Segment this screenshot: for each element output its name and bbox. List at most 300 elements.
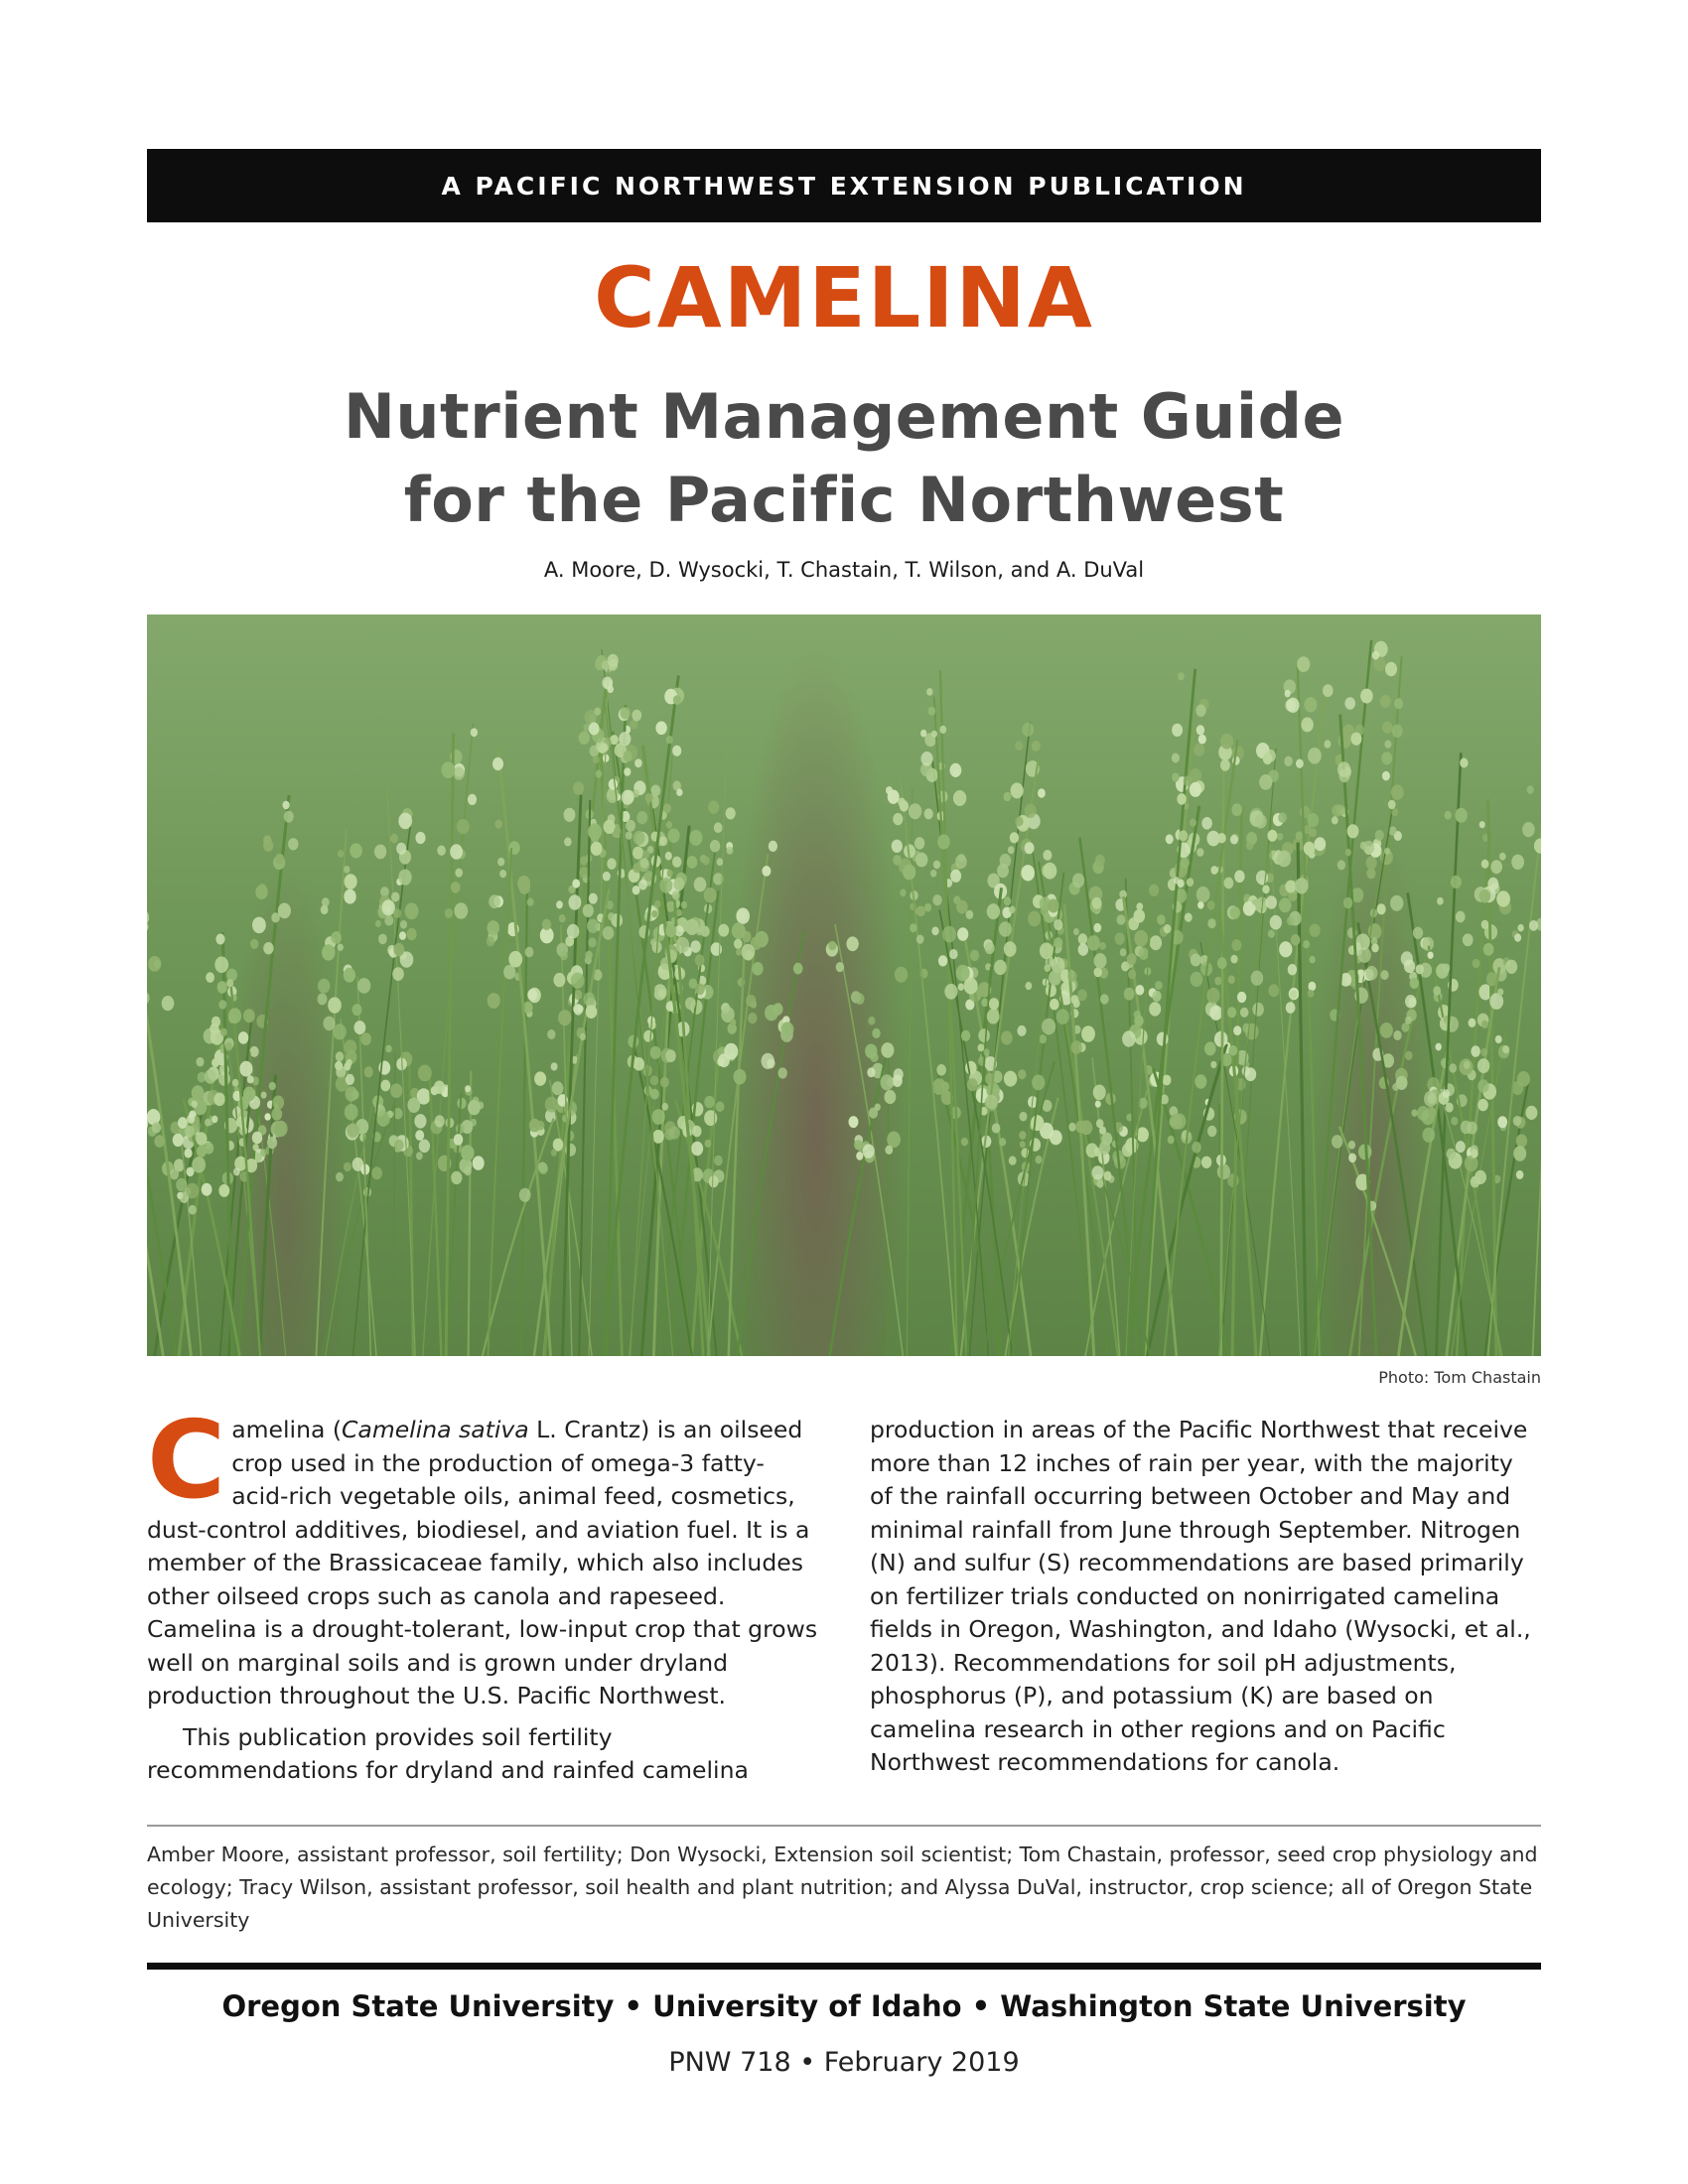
seed-pod [1304,842,1316,856]
seed-pod [267,1137,277,1149]
seed-pod [1268,984,1279,997]
seed-pod [1343,897,1352,908]
seed-pod [1279,941,1292,957]
seed-pod [488,993,500,1009]
seed-pod [1009,1156,1017,1164]
seed-pod [437,846,446,856]
seed-pod [1136,985,1145,996]
seed-pod [1196,848,1203,857]
seed-pod [416,1152,423,1160]
seed-pod [1303,940,1310,948]
plant-stem [1340,715,1376,1356]
seed-pod [1101,1133,1112,1146]
seed-pod [964,978,978,995]
seed-pod [589,723,600,736]
seed-pod [1237,992,1246,1003]
seed-pod [1096,1119,1104,1128]
seed-pod [1467,1122,1477,1135]
seed-pod [710,840,720,852]
seed-pod [892,840,903,853]
seed-pod [1124,988,1135,1001]
seed-pod [1010,832,1019,843]
seed-pod [1389,826,1397,835]
seed-pod [624,767,631,776]
seed-pod [734,1069,747,1085]
seed-pod [1534,839,1541,854]
seed-pod [398,813,412,830]
seed-pod [186,1183,199,1199]
seed-pod [1020,1141,1026,1148]
seed-pod [695,954,705,966]
seed-pod [1471,1176,1480,1188]
seed-pod [154,1135,164,1148]
seed-pod [1233,1025,1241,1035]
seed-pod [1172,724,1183,737]
seed-pod [407,1098,420,1113]
seed-pod [1117,914,1126,925]
seed-pod [1490,860,1502,874]
seed-pod [560,951,568,961]
seed-pod [1410,978,1419,989]
seed-pod [1149,885,1159,896]
seed-pod [666,736,673,744]
seed-pod [1172,772,1180,781]
seed-pod [250,1046,259,1057]
seed-pod [352,1090,359,1100]
seed-pod [519,1188,531,1202]
seed-pod [1380,970,1388,980]
seed-pod [400,920,407,929]
seed-pod [1134,930,1148,947]
seed-pod [206,972,214,983]
seed-pod [1157,914,1166,924]
seed-pod [1481,860,1489,869]
seed-pod [836,962,844,972]
seed-pod [1391,808,1398,816]
seed-pod [640,858,649,868]
seed-pod [609,779,618,790]
seed-pod [872,1028,880,1038]
seed-pod [987,903,1000,919]
seed-pod [1078,943,1088,955]
seed-pod [1004,941,1017,956]
seed-pod [1168,1136,1175,1144]
seed-pod [916,906,925,917]
seed-pod [601,743,609,751]
seed-pod [1384,848,1390,855]
seed-pod [1220,734,1233,750]
seed-pod [225,1042,233,1051]
seed-pod [665,852,672,861]
footer-divider [147,1963,1541,1970]
seed-pod [642,850,649,859]
seed-pod [603,926,615,940]
seed-pod [1447,1149,1456,1160]
seed-pod [690,940,700,953]
seed-pod [258,884,267,894]
seed-pod [1456,911,1466,923]
seed-pod [217,981,227,993]
seed-pod [455,869,463,878]
seed-pod [1231,939,1241,951]
seed-pod [338,944,344,951]
seed-pod [1411,1109,1417,1116]
seed-pod [1309,956,1315,964]
seed-pod [868,1017,875,1025]
seed-pod [1405,1017,1412,1024]
seed-pod [608,814,616,823]
seed-pod [1100,994,1109,1004]
seed-pod [588,937,596,947]
seed-pod [252,1132,262,1145]
seed-pod [659,878,672,893]
seed-pod [1073,928,1079,935]
seed-pod [1413,927,1423,939]
seed-pod [393,908,401,918]
seed-pod [252,917,266,934]
seed-pod [323,1017,335,1031]
seed-pod [1230,906,1240,919]
seed-pod [1054,937,1062,948]
seed-pod [220,1028,227,1036]
seed-pod [1297,656,1310,672]
seed-pod [147,922,149,931]
seed-pod [1252,1003,1264,1017]
page-subtitle [147,375,1541,542]
seed-pod [626,831,633,839]
seed-pod [1497,989,1503,996]
seed-pod [345,874,357,889]
seed-pod [1268,930,1275,938]
seed-pod [602,677,613,690]
seed-pod [1505,960,1517,974]
seed-pod [391,892,399,902]
seed-pod [652,1109,665,1125]
seed-pod [1267,830,1277,842]
seed-pod [1487,878,1498,890]
seed-pod [1196,725,1204,735]
seed-pod [347,1123,358,1138]
seed-pod [226,969,237,982]
seed-pod [571,973,585,989]
seed-pod [390,1083,402,1098]
seed-pod [1516,1134,1527,1148]
seed-pod [1502,1045,1509,1053]
seed-pod [608,912,615,920]
seed-pod [736,949,742,956]
seed-pod [650,1075,658,1085]
seed-pod [953,790,966,806]
seed-pod [253,1144,259,1151]
seed-pod [1187,878,1194,887]
seed-pod [382,899,395,915]
seed-pod [1214,977,1221,986]
seed-pod [999,921,1012,937]
seed-pod [1128,970,1136,980]
seed-pod [633,847,643,860]
seed-pod [1092,1165,1104,1179]
seed-pod [567,924,579,939]
seed-pod [1394,698,1403,709]
seed-pod [983,1048,989,1055]
seed-pod [1198,735,1206,745]
seed-pod [828,941,836,951]
seed-pod [1286,1002,1296,1014]
seed-pod [999,1138,1006,1146]
seed-pod [1437,897,1444,905]
seed-pod [1404,960,1415,974]
seed-pod [238,1031,248,1044]
seed-pod [751,1001,758,1009]
seed-pod [1194,744,1204,756]
camelina-plants-illustration [147,614,1541,1356]
seed-pod [885,1146,893,1155]
seed-pod [1443,1089,1450,1098]
seed-pod [398,870,411,886]
seed-pod [636,811,647,824]
seed-pod [1365,966,1377,981]
seed-pod [399,931,406,940]
seed-pod [574,1004,583,1015]
seed-pod [1009,906,1015,914]
seed-pod [937,834,950,849]
seed-pod [274,1121,288,1137]
seed-pod [1290,990,1298,999]
seed-pod [1287,698,1300,713]
plant-stem [606,705,626,1356]
seed-pod [322,944,336,960]
seed-pod [1163,1075,1172,1086]
seed-pod [1337,761,1350,777]
seed-pod [1032,741,1041,751]
seed-pod [916,935,924,944]
seed-pod [1428,1106,1435,1115]
seed-pod [949,949,958,959]
seed-pod [1469,1019,1477,1027]
seed-pod [650,938,656,945]
seed-pod [1277,851,1291,868]
seed-pod [247,1075,254,1083]
seed-pod [346,1074,354,1085]
seed-pod [1464,1061,1471,1069]
seed-pod [573,781,584,794]
seed-pod [1360,689,1373,704]
seed-pod [704,1096,714,1109]
seed-pod [1067,971,1076,982]
seed-pod [352,1158,364,1171]
seed-pod [1054,919,1062,930]
seed-pod [250,939,258,949]
seed-pod [1529,920,1538,931]
seed-pod [534,1071,546,1085]
seed-pod [392,967,404,981]
seed-pod [1310,924,1321,937]
seed-pod [989,998,999,1010]
seed-pod [1477,1058,1489,1073]
seed-pod [263,835,271,845]
seed-pod [487,936,495,946]
seed-pod [1496,890,1510,906]
seed-pod [1436,1043,1442,1051]
seed-pod [263,942,273,954]
seed-pod [457,819,470,834]
seed-pod [994,960,1007,975]
seed-pod [275,854,284,865]
seed-pod [371,1166,382,1179]
seed-pod [893,1075,903,1087]
seed-pod [152,1122,161,1133]
seed-pod [939,726,946,734]
seed-pod [961,1138,968,1147]
seed-pod [154,960,161,968]
seed-pod [1336,805,1345,816]
seed-pod [638,880,647,890]
seed-pod [1127,953,1137,965]
seed-pod [665,924,676,937]
seed-pod [336,1172,344,1182]
seed-pod [1471,1045,1480,1057]
seed-pod [643,1030,653,1042]
seed-pod [914,837,924,850]
seed-pod [732,922,746,939]
seed-pod [931,926,938,935]
seed-pod [594,708,601,716]
seed-pod [1190,819,1196,827]
seed-pod [1207,900,1215,910]
seed-pod [1195,1074,1206,1088]
seed-pod [632,710,641,722]
seed-pod [1392,725,1403,738]
seed-pod [1164,924,1172,933]
seed-pod [269,1082,276,1091]
seed-pod [196,1132,207,1146]
seed-pod [1209,1006,1222,1021]
seed-pod [966,910,974,919]
seed-pod [1004,792,1012,801]
seed-pod [559,914,566,922]
seed-pod [499,870,506,878]
seed-pod [1115,932,1125,944]
seed-pod [1220,759,1230,771]
seed-pod [1210,1061,1216,1068]
seed-pod [660,1077,669,1088]
intro-text-rest: L. Crantz) is an oilseed crop used in the production of omega-3 fatty-acid-rich vegetable oils, animal feed, cosmetics, dust-control additives, biodiesel, and aviation fuel. It is a member of the Brassicaceae family, which also includes other oilseed crops such as canola and rapeseed. Camelina is a drought-tolerant, low-input crop that grows well on marginal soils and is grown under dryland production throughout the U.S. Pacific Northwest. [147,1416,818,1709]
seed-pod [1015,817,1023,827]
seed-pod [414,1114,426,1129]
seed-pod [405,902,419,919]
seed-pod [1332,816,1338,824]
plant-stem [737,930,803,1356]
seed-pod [1095,855,1105,867]
seed-pod [1152,991,1161,1002]
seed-pod [1416,964,1424,974]
divider-line [147,1825,1541,1827]
seed-pod [867,1067,875,1077]
seed-pod [1477,1079,1488,1093]
seed-pod [1068,1123,1075,1132]
seed-pod [1291,934,1301,946]
seed-pod [529,1119,540,1133]
seed-pod [1423,1128,1436,1143]
seed-pod [924,903,931,912]
seed-pod [272,1096,284,1110]
university-list: Oregon State University • University of Idaho • Washington State University [221,1989,1467,2023]
seed-pod [931,731,937,738]
seed-pod [1393,1030,1401,1040]
seed-pod [653,984,667,1000]
seed-pod [572,879,580,887]
seed-pod [318,993,328,1005]
seed-pod [517,876,530,890]
seed-pod [1513,1116,1522,1126]
seed-pod [633,831,645,845]
seed-pod [930,870,936,878]
seed-pod [407,928,417,940]
seed-pod [1099,942,1106,950]
seed-pod [663,803,671,813]
seed-pod [938,955,947,966]
scope-paragraph: This publication provides soil fertility recommendations for dryland and rainfed camelina [147,1722,749,1784]
seed-pod [736,908,750,924]
seed-pod [633,1057,644,1071]
seed-pod [958,983,964,991]
seed-pod [1025,842,1035,854]
seed-pod [1388,800,1396,809]
seed-pod [185,1149,193,1159]
seed-pod [328,997,342,1013]
seed-pod [1048,899,1059,913]
seed-pod [1366,856,1377,870]
seed-pod [197,1057,205,1067]
seed-pod [178,1117,188,1129]
seed-pod [1018,1069,1026,1079]
seed-pod [910,923,916,932]
seed-pod [1017,1025,1026,1036]
seed-pod [464,1166,472,1175]
seed-pod [587,919,599,933]
seed-pod [1031,1115,1044,1131]
seed-pod [985,1095,997,1110]
seed-pod [584,993,596,1007]
seed-pod [1210,866,1217,875]
seed-pod [374,845,386,860]
seed-pod [730,1019,736,1025]
seed-pod [471,728,478,737]
seed-pod [685,997,696,1010]
seed-pod [1201,1157,1211,1168]
seed-pod [1008,846,1015,854]
seed-pod [1449,1063,1457,1072]
author-affiliations: Amber Moore, assistant professor, soil fertility; Don Wysocki, Extension soil scientist; Tom Chastain, professor, seed crop physiology and ecology; Tracy Wilson, assistant professor, soil health and plant nutrition; and Alyssa DuVal, instructor, crop science; all of Oregon State University [147,1843,1538,1932]
seed-pod [1196,887,1210,902]
seed-pod [1366,868,1375,879]
seed-pod [1385,662,1397,676]
seed-pod [778,1067,787,1078]
seed-pod [673,695,681,705]
seed-pod [1287,916,1295,926]
seed-pod [1381,751,1392,764]
seed-pod [978,1028,990,1042]
seed-pod [626,820,635,832]
seed-pod [569,894,582,909]
seed-pod [920,730,926,738]
seed-pod [651,910,657,917]
seed-pod [708,800,719,813]
seed-pod [1021,865,1035,881]
seed-pod [1179,830,1188,841]
seed-pod [527,898,534,906]
seed-pod [1246,842,1253,851]
